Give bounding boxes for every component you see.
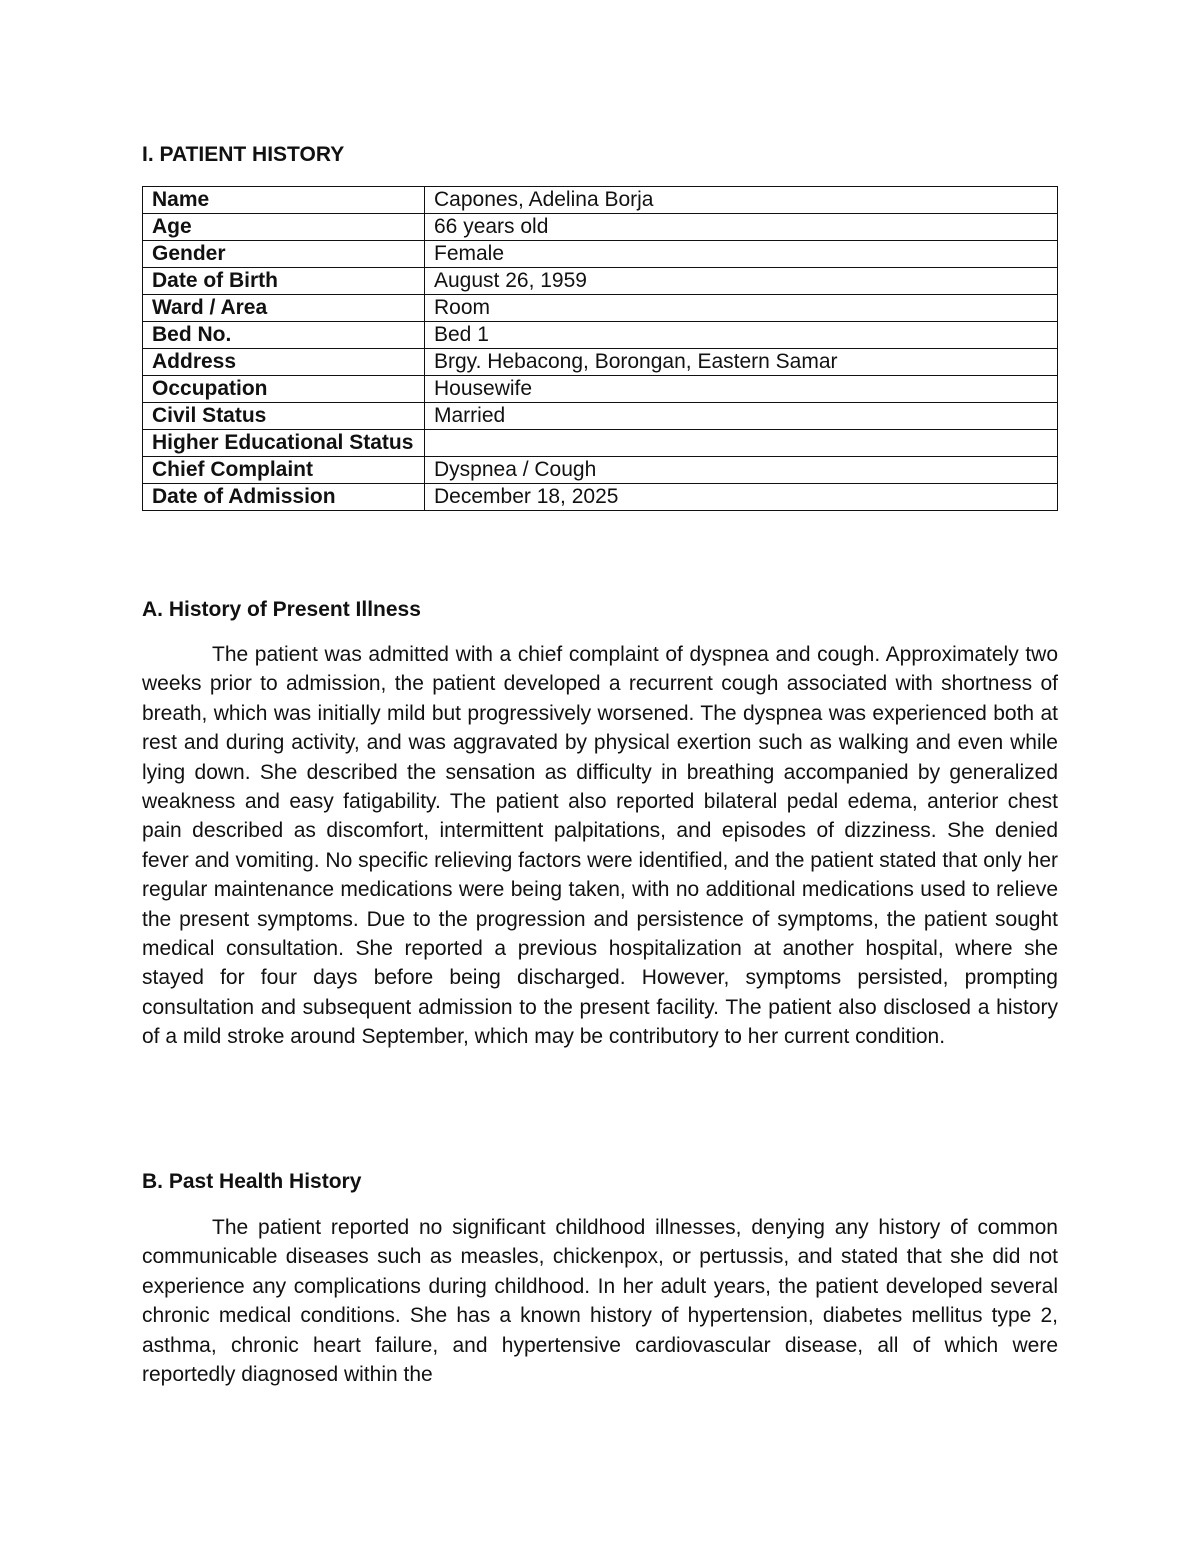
- row-label: Age: [143, 214, 425, 241]
- row-value: [425, 430, 1058, 457]
- row-label: Occupation: [143, 376, 425, 403]
- section-heading-present-illness: A. History of Present Illness: [142, 598, 421, 621]
- row-value: Married: [425, 403, 1058, 430]
- row-label: Gender: [143, 241, 425, 268]
- patient-info-table: [142, 186, 1058, 511]
- row-value: 66 years old: [425, 214, 1058, 241]
- row-value: August 26, 1959: [425, 268, 1058, 295]
- table-row: [143, 241, 1058, 268]
- table-row: [143, 349, 1058, 376]
- row-label: Civil Status: [143, 403, 425, 430]
- row-value: December 18, 2025: [425, 484, 1058, 511]
- row-label: Bed No.: [143, 322, 425, 349]
- row-value: Housewife: [425, 376, 1058, 403]
- table-row: [143, 214, 1058, 241]
- table-row: [143, 295, 1058, 322]
- row-label: Higher Educational Status: [143, 430, 425, 457]
- row-value: Brgy. Hebacong, Borongan, Eastern Samar: [425, 349, 1058, 376]
- row-label: Chief Complaint: [143, 457, 425, 484]
- row-label: Ward / Area: [143, 295, 425, 322]
- section-heading-past-health: B. Past Health History: [142, 1170, 362, 1193]
- row-value: Dyspnea / Cough: [425, 457, 1058, 484]
- table-row: [143, 322, 1058, 349]
- table-row: [143, 484, 1058, 511]
- row-value: Room: [425, 295, 1058, 322]
- row-label: Name: [143, 187, 425, 214]
- table-row: [143, 430, 1058, 457]
- table-row: [143, 268, 1058, 295]
- row-label: Date of Admission: [143, 484, 425, 511]
- page-title: I. PATIENT HISTORY: [142, 143, 345, 166]
- table-row: [143, 457, 1058, 484]
- row-label: Address: [143, 349, 425, 376]
- row-value: Capones, Adelina Borja: [425, 187, 1058, 214]
- table-row: [143, 187, 1058, 214]
- row-label: Date of Birth: [143, 268, 425, 295]
- row-value: Bed 1: [425, 322, 1058, 349]
- table-row: [143, 403, 1058, 430]
- past-health-paragraph: The patient reported no significant childhood illnesses, denying any history of common communicable diseases such as measles, chickenpox, or pertussis, and stated that she did not experience any complications during childhood. In her adult years, the patient developed several chronic medical conditions. She has a known history of hypertension, diabetes mellitus type 2, asthma, chronic heart failure, and hypertensive cardiovascular disease, all of which were reportedly diagnosed within the: [142, 1216, 1058, 1387]
- table-row: [143, 376, 1058, 403]
- present-illness-paragraph: The patient was admitted with a chief complaint of dyspnea and cough. Approximately two weeks prior to admission, the patient developed a recurrent cough associated with shortness of breath, which was initially mild but progressively worsened. The dyspnea was experienced both at rest and during activity, and was aggravated by physical exertion such as walking and even while lying down. She described the sensation as difficulty in breathing accompanied by generalized weakness and easy fatigability. The patient also reported bilateral pedal edema, anterior chest pain described as discomfort, intermittent palpitations, and episodes of dizziness. She denied fever and vomiting. No specific relieving factors were identified, and the patient stated that only her regular maintenance medications were being taken, with no additional medications used to relieve the present symptoms. Due to the progression and persistence of symptoms, the patient sought medical consultation. She reported a previous hospitalization at another hospital, where she stayed for four days before being discharged. However, symptoms persisted, prompting consultation and subsequent admission to the present facility. The patient also disclosed a history of a mild stroke around September, which may be contributory to her current condition.: [142, 643, 1058, 1049]
- row-value: Female: [425, 241, 1058, 268]
